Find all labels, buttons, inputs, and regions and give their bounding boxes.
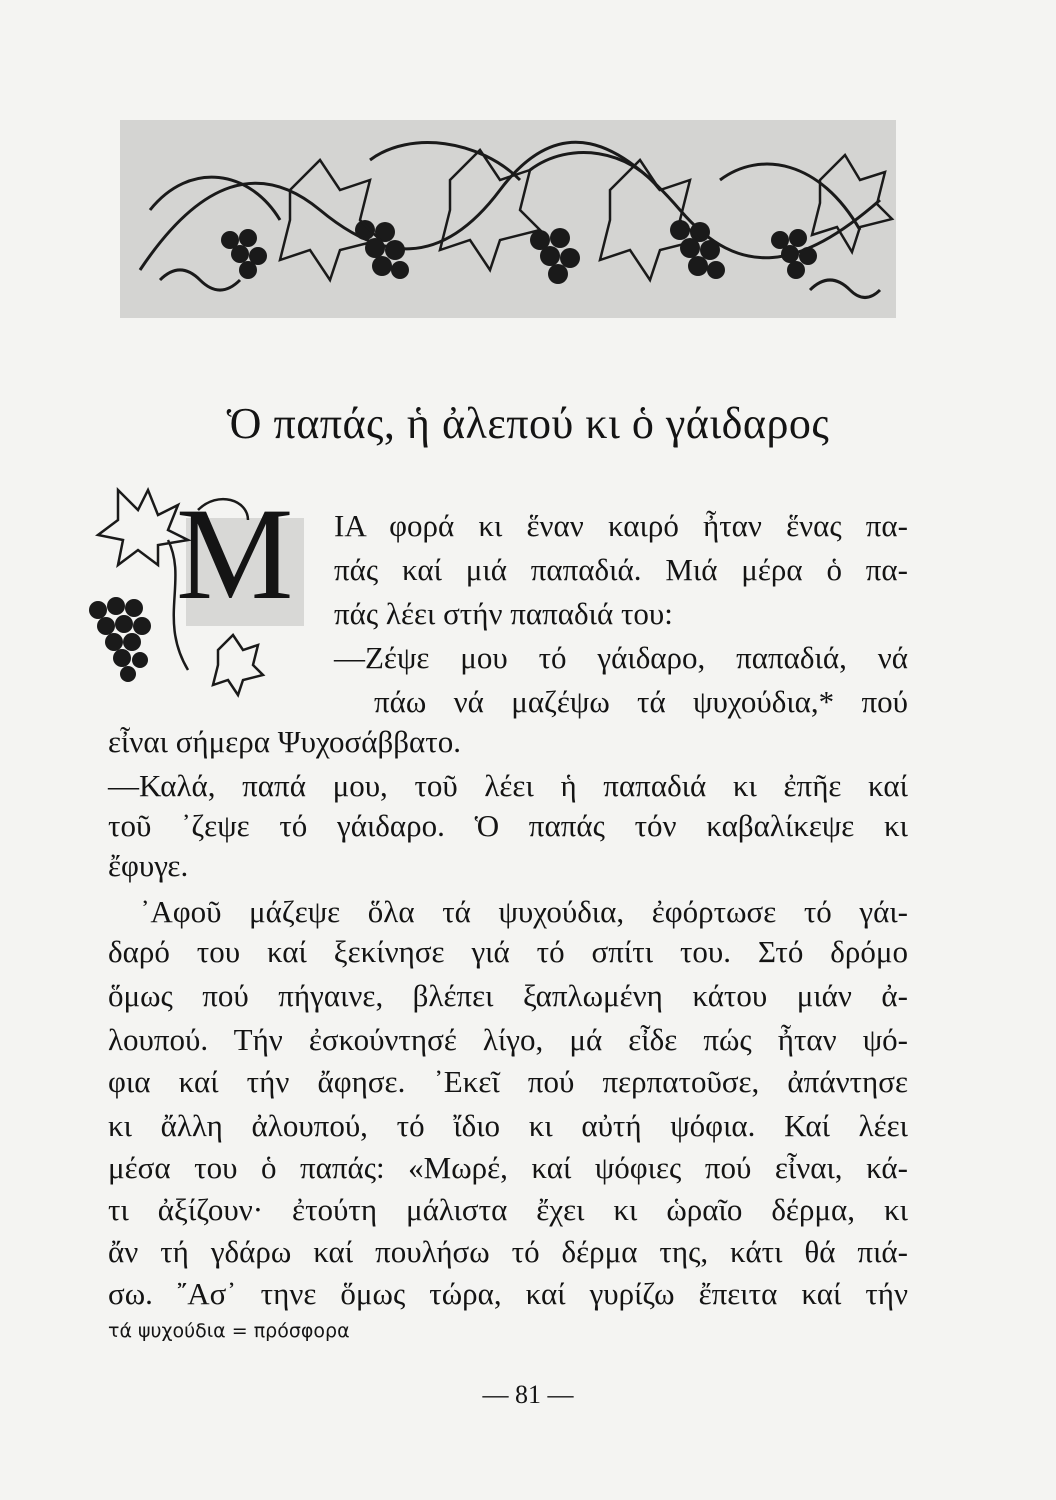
text-line: ΙΑ φορά κι ἕναν καιρό ἦταν ἕνας πα-: [334, 508, 908, 543]
text-line: μέσα του ὁ παπάς: «Μωρέ, καί ψόφιες πού εἶναι, κά-: [108, 1150, 908, 1185]
grape-vine-icon: [120, 120, 896, 318]
text-line: κι ἄλλη ἀλουπού, τό ἴδιο κι αὐτή ψόφια. Καί λέει: [108, 1108, 908, 1143]
text-line: εἶναι σήμερα Ψυχοσάββατο.: [108, 724, 461, 759]
page-number: — 81 —: [482, 1380, 574, 1409]
text-line: τι ἀξίζουν· ἐτούτη μάλιστα ἔχει κι ὡραῖο δέρμα, κι: [108, 1192, 908, 1227]
text-line: —Καλά, παπά μου, τοῦ λέει ἡ παπαδιά κι ἐπῆε καί: [108, 768, 908, 803]
text-line: τοῦ ᾿ζεψε τό γάιδαρο. Ὁ παπάς τόν καβαλίκεψε κι: [108, 808, 908, 843]
text-line: πάς καί μιά παπαδιά. Μιά μέρα ὁ πα-: [334, 552, 908, 587]
footnote: τά ψυχούδια = πρόσφορα: [108, 1320, 350, 1342]
text-line: ἄν τή γδάρω καί πουλήσω τό δέρμα της, κάτι θά πιά-: [108, 1234, 908, 1269]
text-line: ᾿Αφοῦ μάζεψε ὅλα τά ψυχούδια, ἐφόρτωσε τό γάι-: [140, 894, 908, 929]
vine-ornament-header: [120, 120, 896, 318]
text-line: —Ζέψε μου τό γάιδαρο, παπαδιά, νά: [334, 640, 908, 675]
text-line: σω. ῎Ασ᾿ τηνε ὅμως τώρα, καί γυρίζω ἔπειτα καί τήν: [108, 1276, 908, 1311]
text-line: ἔφυγε.: [108, 848, 189, 883]
text-line: πάω νά μαζέψω τά ψυχούδια,* πού: [374, 684, 908, 719]
drop-cap-letter: Μ: [176, 480, 294, 627]
text-line: ὅμως πού πήγαινε, βλέπει ξαπλωμένη κάτου μιάν ἀ-: [108, 978, 908, 1013]
chapter-title: Ὁ παπάς, ἡ ἀλεπού κι ὁ γάιδαρος: [226, 399, 830, 448]
text-line: δαρό του καί ξεκίνησε γιά τό σπίτι του. Στό δρόμο: [108, 934, 908, 969]
text-line: πάς λέει στήν παπαδιά του:: [334, 596, 673, 631]
text-line: λουπού. Τήν ἐσκούντησέ λίγο, μά εἶδε πώς ἦταν ψό-: [108, 1022, 908, 1057]
text-line: φια καί τήν ἄφησε. ᾿Εκεῖ πού περπατοῦσε, ἀπάντησε: [108, 1064, 908, 1099]
